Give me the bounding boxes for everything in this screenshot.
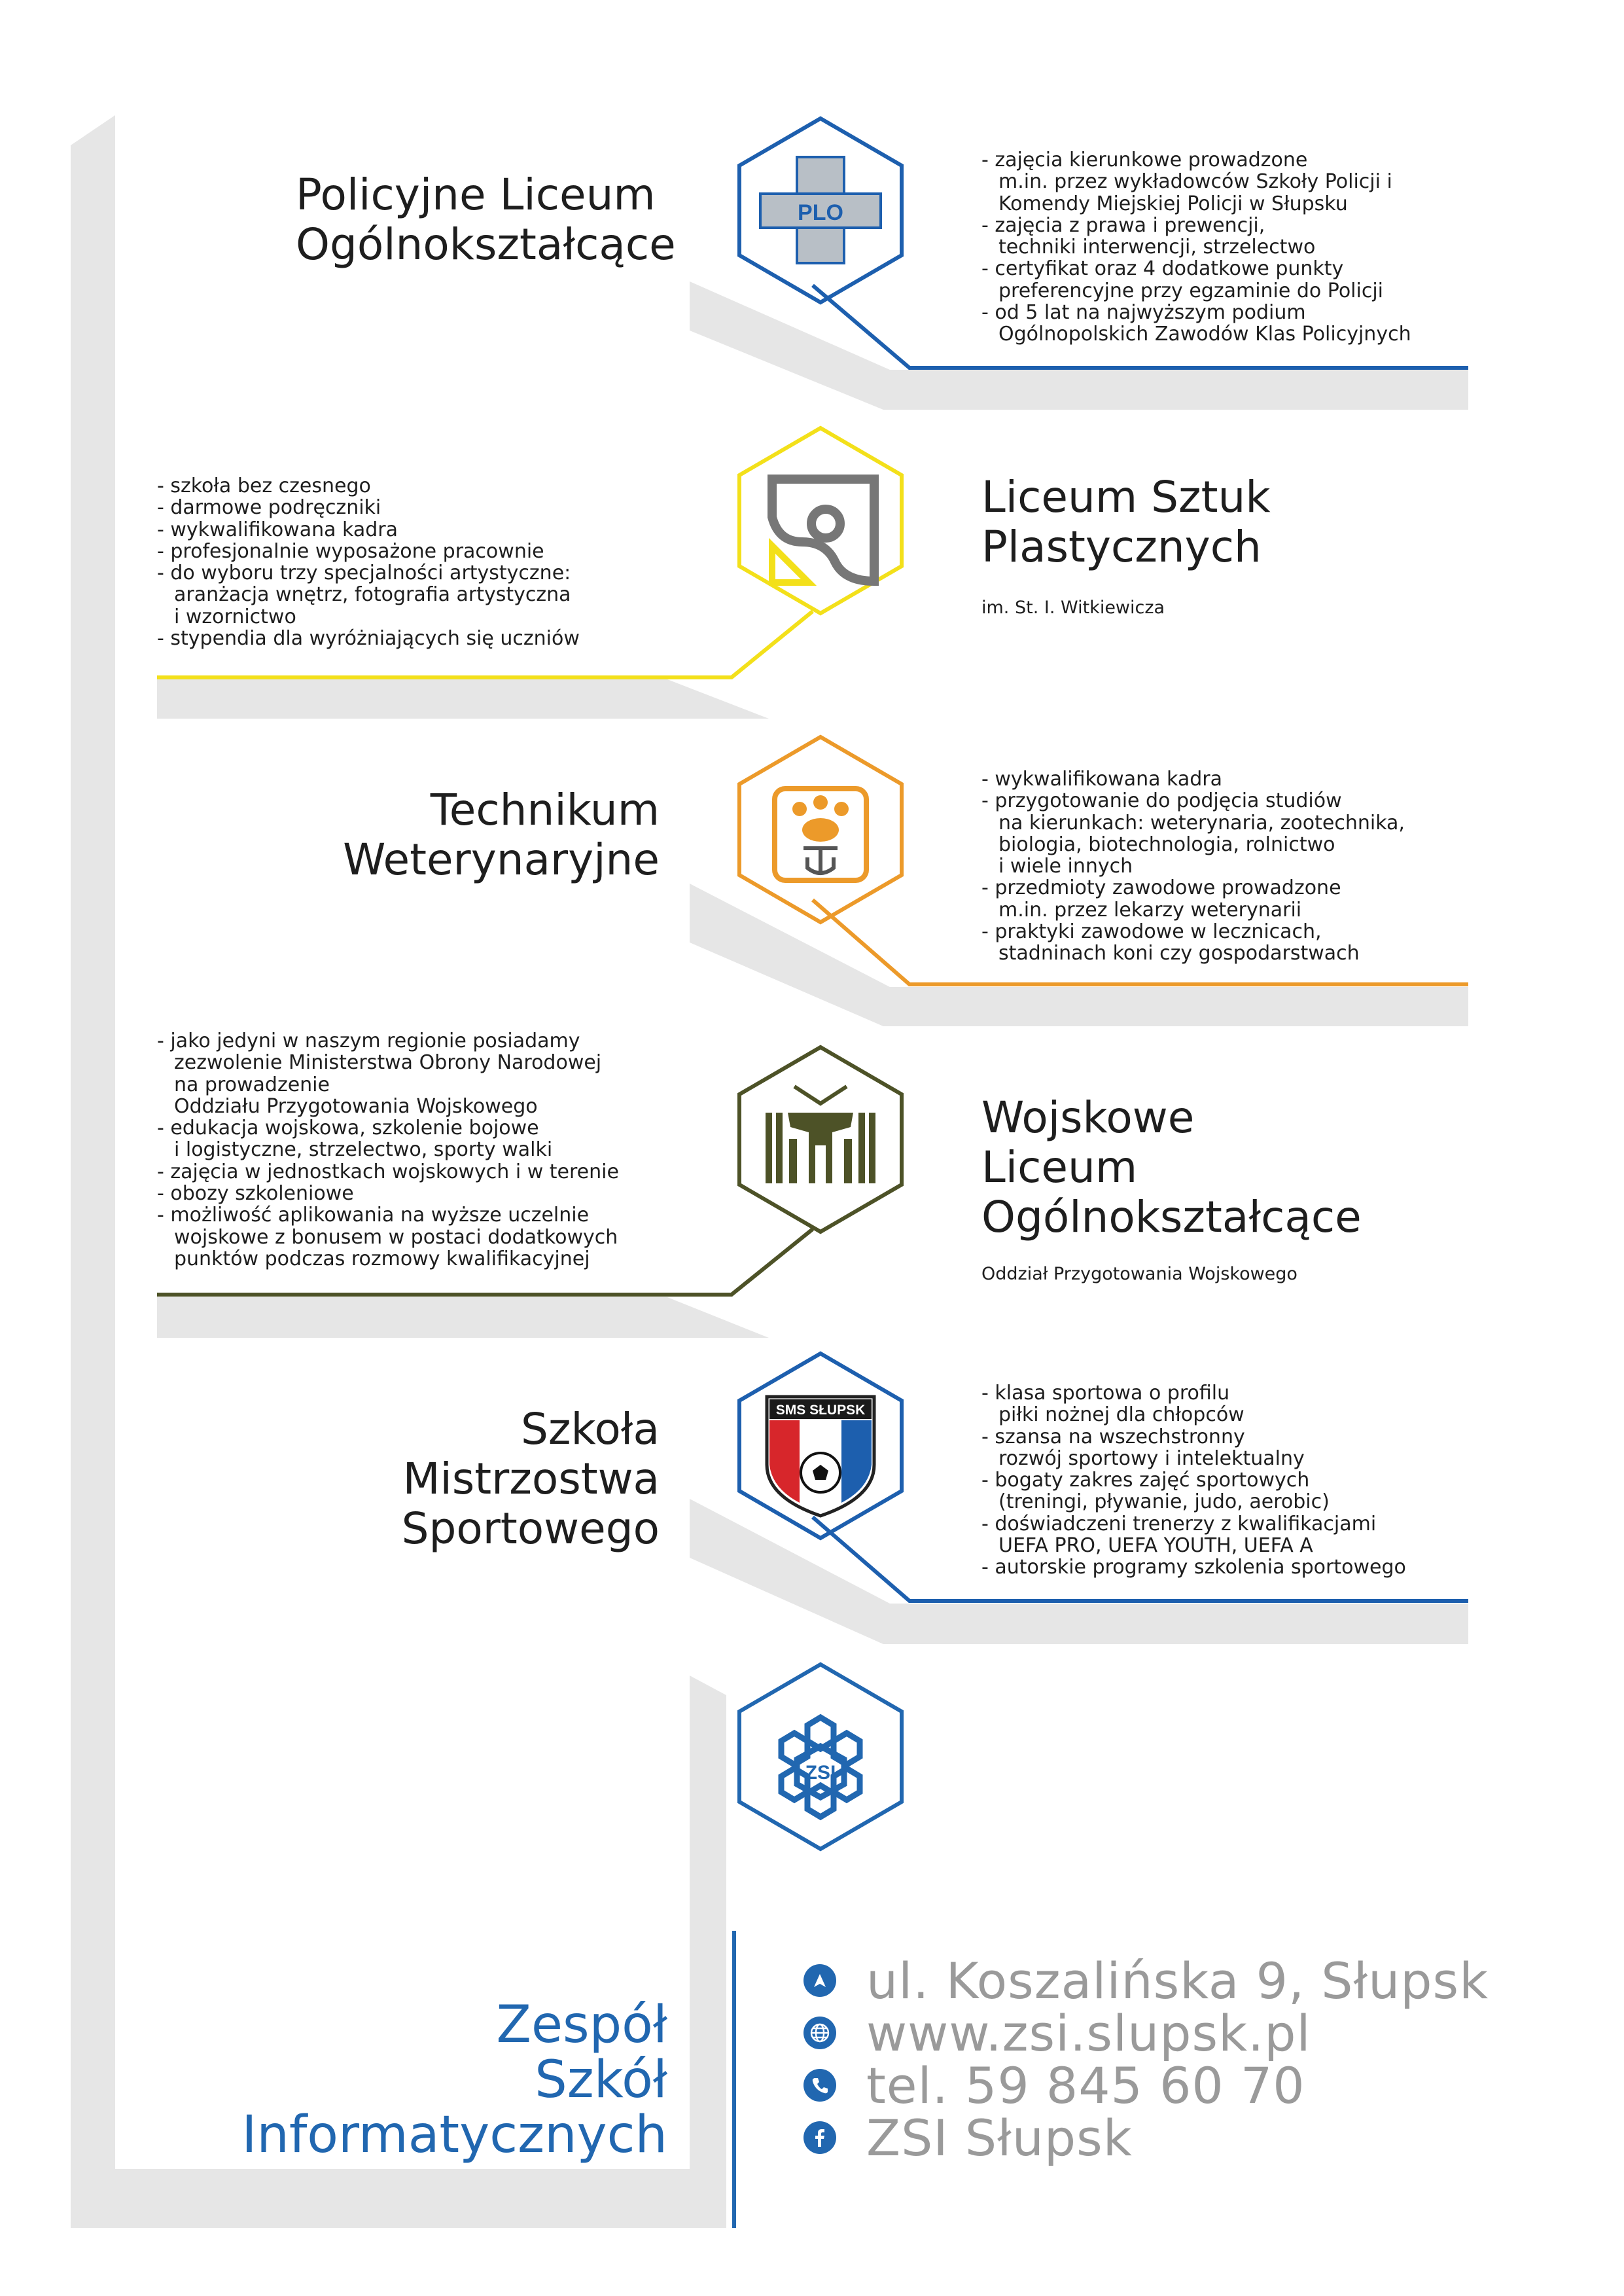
list-item: - darmowe podręczniki	[157, 497, 720, 518]
list-item: - przedmioty zawodowe prowadzone m.in. przez lekarzy weterynarii	[981, 877, 1570, 921]
military-bullets	[157, 1030, 733, 1270]
zsi-hexagons-icon	[781, 1717, 860, 1817]
police-title-line: Policyjne Liceum	[296, 170, 656, 220]
military-title	[981, 1093, 1362, 1242]
shadow-band-2	[157, 679, 769, 719]
eagle-emblem-icon	[766, 1086, 875, 1183]
paw-tw-icon	[775, 789, 866, 880]
phone-number[interactable]: tel. 59 845 60 70	[866, 2056, 1305, 2115]
contact-list	[803, 1951, 1489, 2167]
zsi-emblem-text: ZSI	[805, 1762, 836, 1784]
list-item: - autorskie programy szkolenia sportowego	[981, 1556, 1570, 1578]
phone-icon	[803, 2069, 836, 2102]
military-subtitle: Oddział Przygotowania Wojskowego	[981, 1264, 1297, 1284]
list-item: - szansa na wszechstronny rozwój sportowy i intelektualny	[981, 1426, 1570, 1470]
list-item: - od 5 lat na najwyższym podium Ogólnopolskich Zawodów Klas Policyjnych	[981, 302, 1570, 346]
list-item: - profesjonalnie wyposażone pracownie	[157, 541, 720, 562]
sport-title-line: Sportowego	[401, 1503, 660, 1554]
facebook-icon	[803, 2121, 836, 2154]
list-item: - stypendia dla wyróżniających się uczniów	[157, 628, 720, 649]
list-item: - zajęcia kierunkowe prowadzone m.in. przez wykładowców Szkoły Policji i Komendy Miejskiej Policji w Słupsku	[981, 149, 1570, 215]
police-title	[296, 170, 676, 270]
art-bullets	[157, 475, 720, 649]
list-item: - wykwalifikowana kadra	[157, 519, 720, 541]
list-item: - zajęcia z prawa i prewencji, techniki interwencji, strzelectwo	[981, 215, 1570, 259]
art-title-line: Plastycznych	[981, 522, 1262, 572]
police-cross-plo-icon	[760, 157, 881, 263]
art-title-line: Liceum Sztuk	[981, 472, 1271, 522]
list-item: - przygotowanie do podjęcia studiów na kierunkach: weterynaria, zootechnika, biologia, biotechnologia, rolnictwo i wiele innych	[981, 790, 1570, 877]
list-item: - certyfikat oraz 4 dodatkowe punkty preferencyjne przy egzaminie do Policji	[981, 258, 1570, 302]
list-item: - praktyki zawodowe w lecznicach, stadninach koni czy gospodarstwach	[981, 921, 1570, 965]
vet-title-line: Technikum	[430, 785, 660, 835]
shadow-band-4	[157, 1297, 769, 1338]
military-title-line: Wojskowe	[981, 1092, 1195, 1143]
contact-phone[interactable]	[803, 2056, 1489, 2115]
sport-bullets	[981, 1382, 1570, 1579]
contact-facebook[interactable]	[803, 2108, 1489, 2167]
sport-title-line: Mistrzostwa	[402, 1454, 660, 1504]
list-item: - klasa sportowa o profilu piłki nożnej dla chłopców	[981, 1382, 1570, 1426]
list-item: - do wyboru trzy specjalności artystyczne: aranżacja wnętrz, fotografia artystyczna i wzornictwo	[157, 562, 720, 628]
sms-emblem-text: SMS SŁUPSK	[775, 1403, 866, 1418]
brand-line: Szkół	[535, 2051, 667, 2109]
brand-line: Zespół	[496, 1996, 667, 2054]
contact-address	[803, 1951, 1489, 2010]
globe-icon	[803, 2017, 836, 2049]
website-link[interactable]: www.zsi.slupsk.pl	[866, 2003, 1311, 2062]
list-item: - obozy szkoleniowe	[157, 1183, 733, 1204]
military-title-line: Ogólnokształcące	[981, 1192, 1362, 1242]
drafting-tools-icon	[772, 479, 874, 583]
sport-title	[296, 1405, 660, 1554]
list-item: - bogaty zakres zajęć sportowych (treningi, pływanie, judo, aerobic)	[981, 1469, 1570, 1513]
list-item: - możliwość aplikowania na wyższe uczelnie wojskowe z bonusem w postaci dodatkowych punktów podczas rozmowy kwalifikacyjnej	[157, 1204, 733, 1270]
art-title	[981, 473, 1271, 572]
address-text: ul. Koszalińska 9, Słupsk	[866, 1951, 1489, 2010]
police-title-line: Ogólnokształcące	[296, 219, 676, 270]
brand-line: Informatycznych	[241, 2106, 667, 2164]
contact-website[interactable]	[803, 2003, 1489, 2062]
military-title-line: Liceum	[981, 1142, 1138, 1193]
location-icon	[803, 1964, 836, 1997]
facebook-link[interactable]: ZSI Słupsk	[866, 2108, 1133, 2167]
list-item: - edukacja wojskowa, szkolenie bojowe i logistyczne, strzelectwo, sporty walki	[157, 1117, 733, 1161]
football-shield-icon	[767, 1397, 874, 1516]
school-brand-name	[196, 1998, 667, 2162]
list-item: - wykwalifikowana kadra	[981, 768, 1570, 790]
vet-bullets	[981, 768, 1570, 965]
sport-title-line: Szkoła	[521, 1404, 660, 1454]
list-item: - jako jedyni w naszym regionie posiadamy zezwolenie Ministerstwa Obrony Narodowej na prowadzenie Oddziału Przygotowania Wojskowego	[157, 1030, 733, 1117]
art-subtitle: im. St. I. Witkiewicza	[981, 598, 1165, 618]
vet-title-line: Weterynaryjne	[343, 834, 660, 885]
plo-emblem-text: PLO	[798, 200, 843, 225]
list-item: - doświadczeni trenerzy z kwalifikacjami UEFA PRO, UEFA YOUTH, UEFA A	[981, 1513, 1570, 1557]
police-bullets	[981, 149, 1570, 346]
vet-title	[296, 785, 660, 885]
list-item: - zajęcia w jednostkach wojskowych i w terenie	[157, 1161, 733, 1183]
list-item: - szkoła bez czesnego	[157, 475, 720, 497]
zsi-hexagon	[739, 1664, 902, 1849]
shadow-band-6	[690, 1676, 726, 2228]
